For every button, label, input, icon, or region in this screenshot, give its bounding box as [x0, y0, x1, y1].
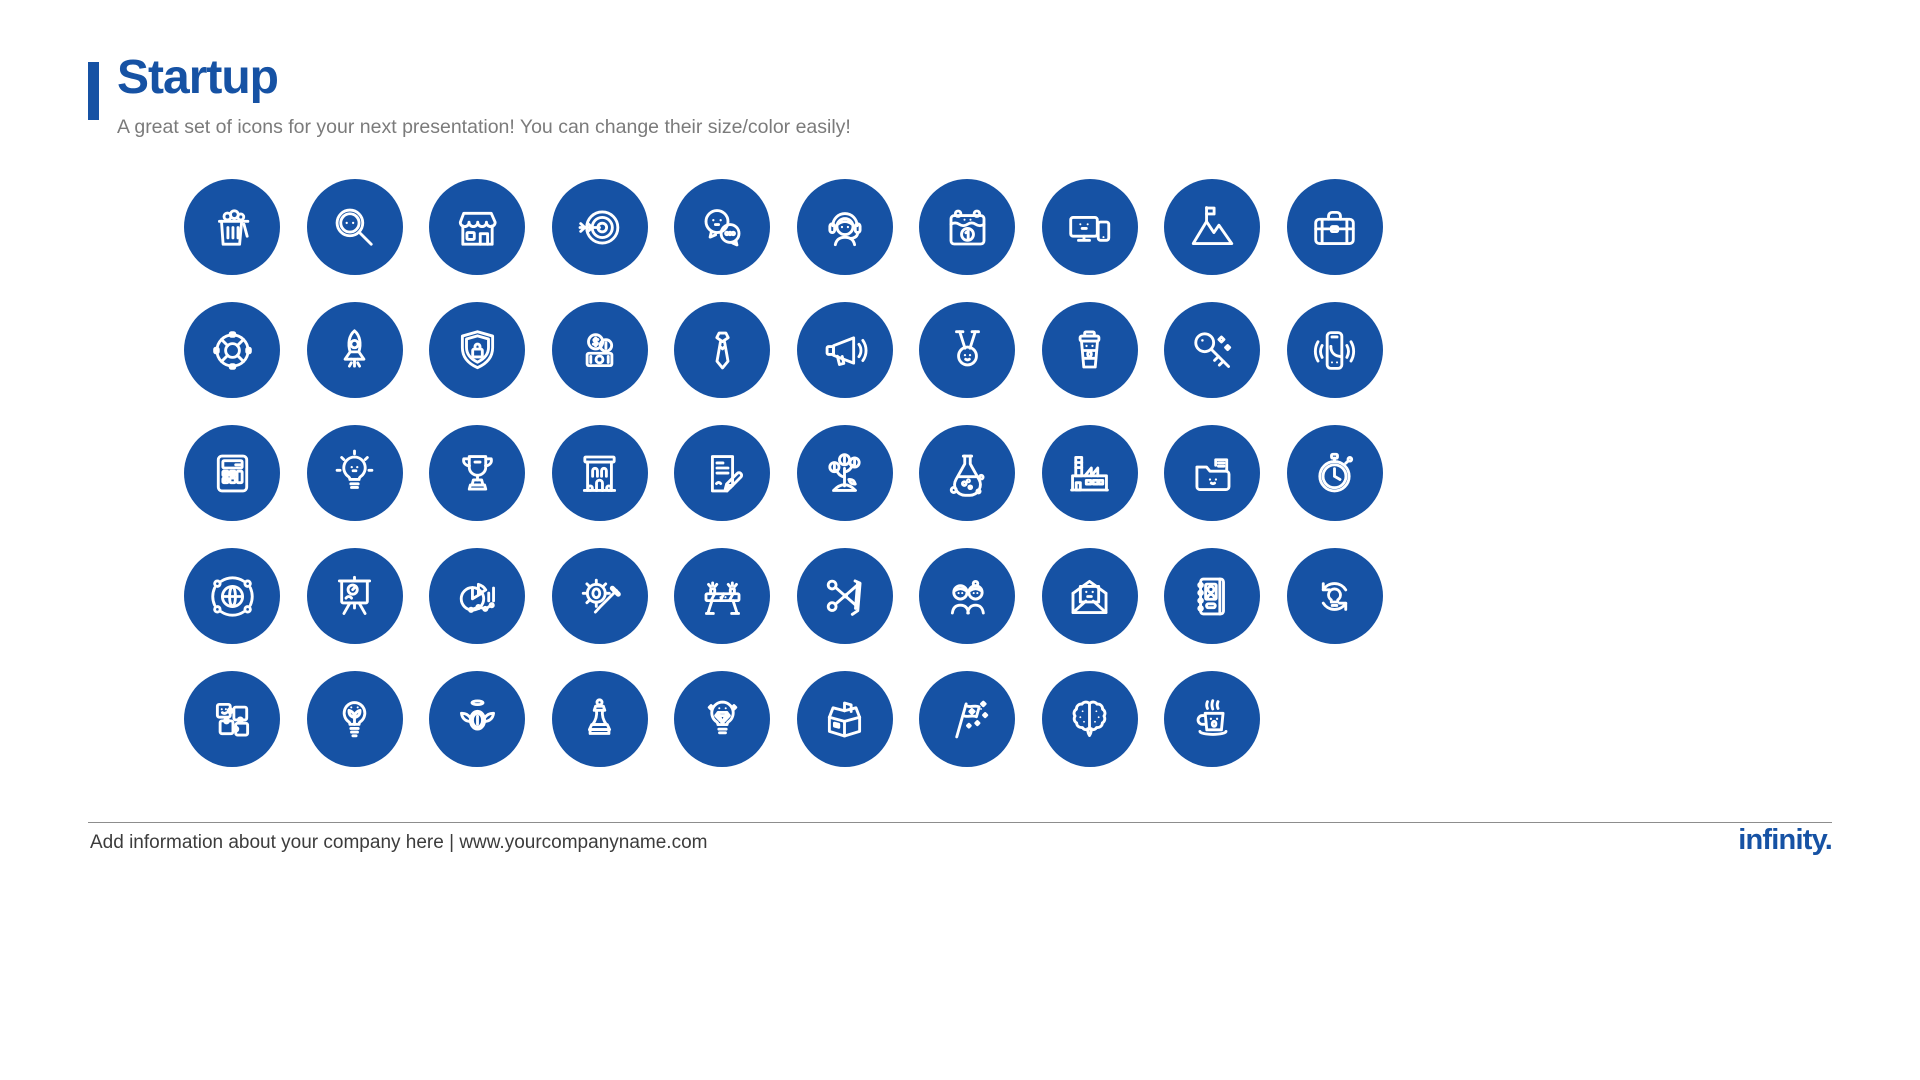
- shop-icon: [450, 200, 505, 255]
- idea-bulb-icon-circle: [307, 425, 403, 521]
- angel-coin-icon-circle: [429, 671, 525, 767]
- rocket-icon: [327, 323, 382, 378]
- customer-support-icon: [817, 200, 872, 255]
- key-icon-circle: [1164, 302, 1260, 398]
- megaphone-icon: [817, 323, 872, 378]
- phone-call-icon-circle: [1287, 302, 1383, 398]
- necktie-icon-circle: [674, 302, 770, 398]
- target-icon-circle: [552, 179, 648, 275]
- money-plant-icon: [817, 446, 872, 501]
- calculator-icon-circle: [184, 425, 280, 521]
- calendar-icon: [940, 200, 995, 255]
- bank-building-icon-circle: [552, 425, 648, 521]
- takeaway-coffee-icon: [1062, 323, 1117, 378]
- page-title: Startup: [117, 51, 278, 104]
- search-icon: [327, 200, 382, 255]
- idea-bulb-icon: [327, 446, 382, 501]
- eco-bulb-icon: [327, 692, 382, 747]
- milestone-flag-icon-circle: [919, 671, 1015, 767]
- customer-support-icon-circle: [797, 179, 893, 275]
- trash-bin-icon-circle: [184, 179, 280, 275]
- calculator-icon: [205, 446, 260, 501]
- lifebuoy-icon-circle: [184, 302, 280, 398]
- title-accent-bar: [88, 62, 99, 120]
- puzzle-icon-circle: [184, 671, 280, 767]
- medal-icon-circle: [919, 302, 1015, 398]
- calendar-icon-circle: [919, 179, 1015, 275]
- scissors-icon: [817, 569, 872, 624]
- presentation-board-icon-circle: [307, 548, 403, 644]
- road-barrier-icon: [695, 569, 750, 624]
- brand-logo: infinity.: [1738, 824, 1832, 856]
- factory-icon-circle: [1042, 425, 1138, 521]
- folder-icon-circle: [1164, 425, 1260, 521]
- bank-building-icon: [572, 446, 627, 501]
- global-network-icon: [205, 569, 260, 624]
- lifebuoy-icon: [205, 323, 260, 378]
- pie-chart-icon-circle: [429, 548, 525, 644]
- footer-divider: [88, 822, 1832, 823]
- money-icon: [572, 323, 627, 378]
- devices-icon: [1062, 200, 1117, 255]
- brain-icon-circle: [1042, 671, 1138, 767]
- takeaway-coffee-icon-circle: [1042, 302, 1138, 398]
- chat-bubbles-icon-circle: [674, 179, 770, 275]
- page-subtitle: A great set of icons for your next presentation! You can change their size/color easily!: [117, 116, 851, 138]
- chess-piece-icon-circle: [552, 671, 648, 767]
- icon-grid: [184, 179, 1383, 767]
- eco-bulb-icon-circle: [307, 671, 403, 767]
- coffee-break-icon-circle: [1164, 671, 1260, 767]
- stopwatch-icon-circle: [1287, 425, 1383, 521]
- contract-icon-circle: [674, 425, 770, 521]
- stopwatch-icon: [1307, 446, 1362, 501]
- phone-call-icon: [1307, 323, 1362, 378]
- shield-lock-icon: [450, 323, 505, 378]
- scissors-icon-circle: [797, 548, 893, 644]
- folder-icon: [1185, 446, 1240, 501]
- shield-lock-icon-circle: [429, 302, 525, 398]
- recycle-idea-icon: [1307, 569, 1362, 624]
- trash-bin-icon: [205, 200, 260, 255]
- mountain-flag-icon: [1185, 200, 1240, 255]
- footer-info-text: Add information about your company here | www.yourcompanyname.com: [90, 832, 708, 853]
- partners-icon: [940, 569, 995, 624]
- recycle-idea-icon-circle: [1287, 548, 1383, 644]
- money-icon-circle: [552, 302, 648, 398]
- coffee-break-icon: [1185, 692, 1240, 747]
- flask-icon: [940, 446, 995, 501]
- money-plant-icon-circle: [797, 425, 893, 521]
- contact-book-icon: [1185, 569, 1240, 624]
- flask-icon-circle: [919, 425, 1015, 521]
- brain-icon: [1062, 692, 1117, 747]
- factory-icon: [1062, 446, 1117, 501]
- search-icon-circle: [307, 179, 403, 275]
- angel-coin-icon: [450, 692, 505, 747]
- trophy-icon: [450, 446, 505, 501]
- necktie-icon: [695, 323, 750, 378]
- gear-tools-icon-circle: [552, 548, 648, 644]
- shop-icon-circle: [429, 179, 525, 275]
- key-icon: [1185, 323, 1240, 378]
- chat-bubbles-icon: [695, 200, 750, 255]
- partners-icon-circle: [919, 548, 1015, 644]
- email-icon: [1062, 569, 1117, 624]
- milestone-flag-icon: [940, 692, 995, 747]
- rocket-icon-circle: [307, 302, 403, 398]
- medal-icon: [940, 323, 995, 378]
- open-box-icon-circle: [797, 671, 893, 767]
- presentation-board-icon: [327, 569, 382, 624]
- road-barrier-icon-circle: [674, 548, 770, 644]
- briefcase-icon-circle: [1287, 179, 1383, 275]
- chess-piece-icon: [572, 692, 627, 747]
- contract-icon: [695, 446, 750, 501]
- trophy-icon-circle: [429, 425, 525, 521]
- global-network-icon-circle: [184, 548, 280, 644]
- diamond-bulb-icon: [695, 692, 750, 747]
- target-icon: [572, 200, 627, 255]
- gear-tools-icon: [572, 569, 627, 624]
- devices-icon-circle: [1042, 179, 1138, 275]
- mountain-flag-icon-circle: [1164, 179, 1260, 275]
- puzzle-icon: [205, 692, 260, 747]
- pie-chart-icon: [450, 569, 505, 624]
- megaphone-icon-circle: [797, 302, 893, 398]
- briefcase-icon: [1307, 200, 1362, 255]
- diamond-bulb-icon-circle: [674, 671, 770, 767]
- contact-book-icon-circle: [1164, 548, 1260, 644]
- open-box-icon: [817, 692, 872, 747]
- email-icon-circle: [1042, 548, 1138, 644]
